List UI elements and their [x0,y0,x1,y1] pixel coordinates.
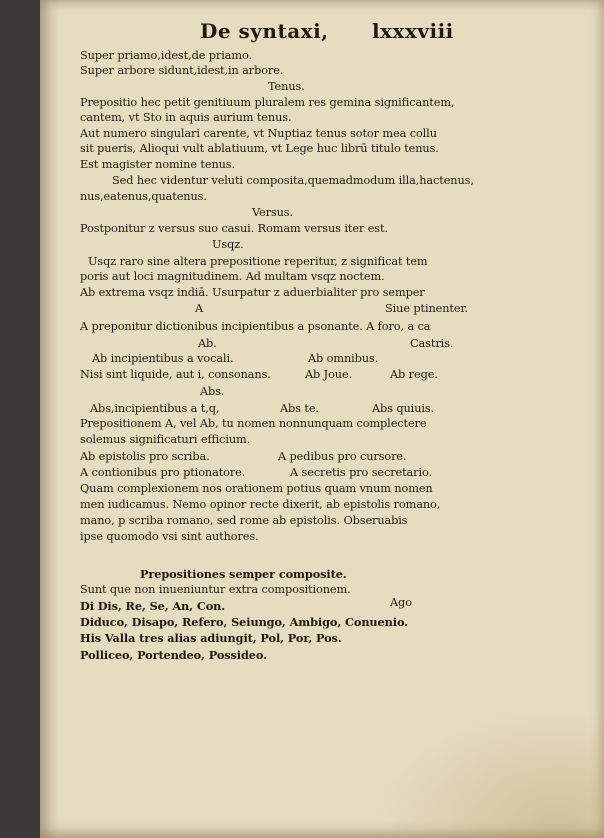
text-line: His Valla tres alias adiungit, Pol, Por, Pos. [80,631,342,645]
text-line: A contionibus pro ptionatore. [80,466,246,479]
book-page [40,0,604,838]
handwritten-note: Ago [390,596,412,609]
text-line: Prepositionem A, vel Ab, tu nomen nonnunquam complectere [80,417,427,430]
page-text [40,0,604,838]
text-line: Abs,incipientibus a t,q, [90,402,220,415]
text-line: Quam complexionem nos orationem potius quam vnum nomen [80,482,433,495]
section-title: Prepositiones semper composite. [140,567,347,581]
subheading: Versus. [252,206,293,219]
text-line: ipse quomodo vsi sint authores. [80,530,259,543]
text-line: Prepositio hec petit genitiuum pluralem res gemina significantem, [80,96,455,109]
text-line: Super arbore sidunt,idest,in arbore. [80,64,284,77]
text-line: Diduco, Disapo, Refero, Seiungo, Ambigo, Conuenio. [80,615,409,629]
text-line: men iudicamus. Nemo opinor recte dixerit, ab epistolis romano, [80,498,441,511]
text-line: Castris. [410,337,454,350]
text-line: poris aut loci magnitudinem. Ad multam vsqz noctem. [80,270,385,283]
text-line: A pedibus pro cursore. [278,450,407,463]
text-line: Ab rege. [390,368,438,381]
text-line: Postponitur z versus suo casui. Romam versus iter est. [80,222,388,235]
text-line: A secretis pro secretario. [290,466,432,479]
text-line: Aut numero singulari carente, vt Nuptiaz tenus sotor mea collu [80,127,437,140]
text-line: Ab Joue. [305,368,353,381]
text-line: Ab incipientibus a vocali. [92,352,234,365]
text-line: nus,eatenus,quatenus. [80,190,207,203]
subheading: Ab. [198,337,217,350]
text-line: Nisi sint liquide, aut i, consonans. [80,368,271,381]
text-line: Ab extrema vsqz indiā. Usurpatur z aduerbialiter pro semper [80,286,425,299]
folio-number: lxxxviii [372,19,454,43]
text-line: Ab epistolis pro scriba. [80,450,210,463]
text-line: Di Dis, Re, Se, An, Con. [80,599,226,613]
text-line: Siue ptinenter. [385,302,469,315]
text-line: Abs quiuis. [372,402,435,415]
text-line: solemus significaturi efficium. [80,433,251,446]
running-head: De syntaxi, [200,19,329,43]
text-line: cantem, vt Sto in aquis aurium tenus. [80,111,292,124]
text-line: Est magister nomine tenus. [80,158,235,171]
subheading: Tenus. [268,80,305,93]
text-line: Sunt que non inueniuntur extra compositionem. [80,583,351,596]
text-line: A preponitur dictionibus incipientibus a psonante. A foro, a ca [80,320,431,333]
subheading: Usqz. [212,238,244,251]
text-line: Usqz raro sine altera prepositione reperitur, z significat tem [88,255,428,268]
text-line: Abs te. [280,402,319,415]
text-line: Ab omnibus. [308,352,379,365]
text-line: sit pueris, Alioqui vult ablatiuum, vt Lege huc librū titulo tenus. [80,142,439,155]
text-line: Polliceo, Portendeo, Possideo. [80,648,267,662]
subheading: A [195,302,204,315]
text-line: Super priamo,idest,de priamo. [80,49,252,62]
text-line: Sed hec videntur veluti composita,quemadmodum illa,hactenus, [112,174,474,187]
subheading: Abs. [200,385,225,398]
text-line: mano, p scriba romano, sed rome ab epistolis. Obseruabis [80,514,408,527]
